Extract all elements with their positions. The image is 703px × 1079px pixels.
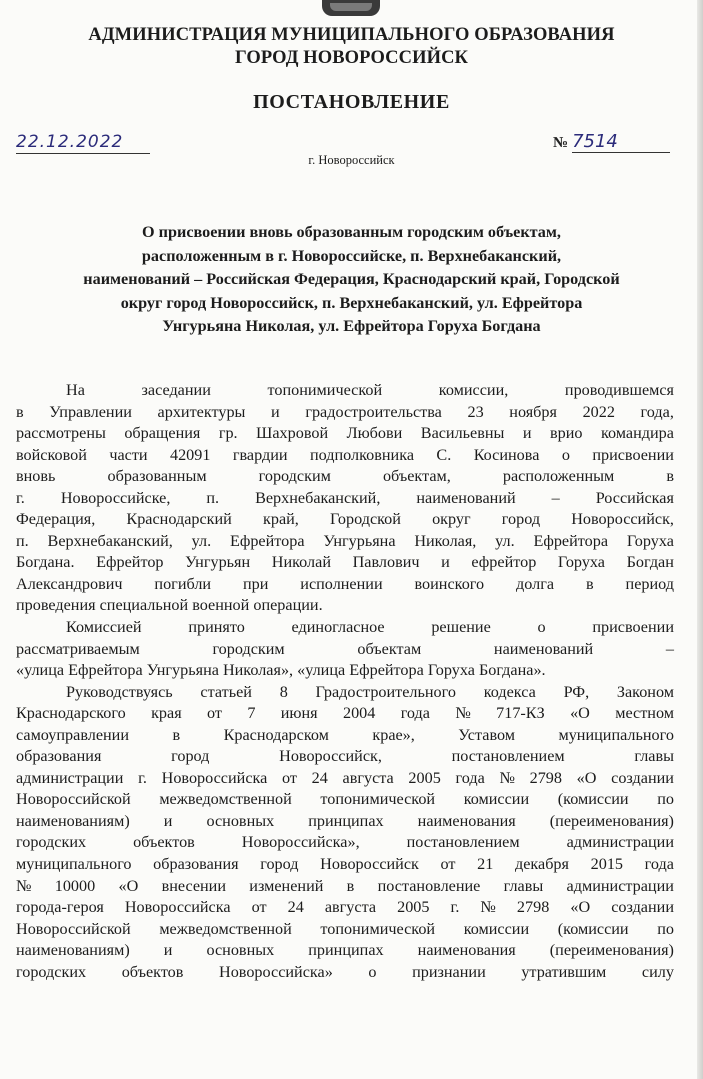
- body-word: –: [551, 488, 560, 507]
- body-word: 717-КЗ: [496, 704, 545, 723]
- body-word: Горуха: [626, 531, 674, 550]
- body-word: Александрович: [16, 574, 123, 593]
- body-line: [16, 746, 674, 768]
- body-word: объектам,: [382, 467, 451, 486]
- body-line: [16, 725, 674, 747]
- body-word: ноября: [509, 402, 557, 421]
- body-word: ефрейтор: [471, 553, 537, 572]
- body-word: от: [207, 704, 222, 723]
- body-word: принципах: [308, 811, 384, 830]
- document-type: ПОСТАНОВЛЕНИЕ: [253, 91, 450, 113]
- org-line-2: ГОРОД НОВОРОССИЙСК: [234, 48, 469, 68]
- body-word: и: [163, 811, 173, 830]
- body-word: г.: [450, 898, 460, 917]
- body-word: постановлением: [406, 833, 520, 852]
- body-word: «О: [570, 704, 590, 723]
- body-word: межведомственной: [159, 919, 292, 938]
- body-word: РФ,: [563, 682, 590, 701]
- body-word: Уставом: [458, 725, 515, 744]
- body-word: в: [666, 467, 674, 486]
- body-word: (переименования): [549, 811, 674, 830]
- body-word: градостроительства: [305, 402, 442, 421]
- body-word: внесении: [161, 876, 227, 895]
- body-line: [16, 445, 674, 467]
- body-word: принято: [188, 618, 245, 637]
- body-word: силу: [641, 962, 674, 981]
- body-word: Ефрейтор: [96, 553, 164, 572]
- body-word: комиссии,: [438, 381, 509, 399]
- body-line: [16, 919, 674, 941]
- body-word: 2798: [529, 768, 562, 787]
- body-word: Васильевны: [420, 424, 505, 443]
- body-word: объектов: [121, 962, 184, 981]
- body-word: статьей: [200, 682, 252, 701]
- body-word: №: [16, 876, 32, 895]
- body-word: от: [251, 898, 267, 917]
- org-line-1: АДМИНИСТРАЦИЯ МУНИЦИПАЛЬНОГО ОБРАЗОВАНИЯ: [88, 25, 615, 45]
- body-word: августа: [342, 768, 394, 787]
- body-word: городским: [258, 467, 331, 486]
- body-word: августа: [324, 898, 377, 917]
- body-word: Верхнебаканский,: [255, 488, 381, 507]
- body-word: от: [440, 855, 456, 874]
- body-word: межведомственной: [159, 790, 292, 809]
- body-word: основных: [206, 941, 275, 960]
- body-word: принципах: [308, 941, 384, 960]
- body-word: 24: [287, 898, 304, 917]
- body-word: в: [172, 725, 181, 744]
- document-city: г. Новороссийск: [308, 153, 395, 167]
- body-word: о: [537, 618, 546, 637]
- body-word: наименований: [416, 488, 516, 507]
- body-word: 21: [477, 855, 494, 874]
- body-word: город: [260, 855, 299, 874]
- body-word: округ: [432, 510, 471, 529]
- body-word: 2015: [590, 855, 623, 874]
- body-word: Краснодарском: [223, 725, 329, 744]
- organization-header: [0, 24, 703, 70]
- body-word: года: [400, 704, 430, 723]
- body-word: по: [657, 790, 674, 809]
- document-number: [553, 131, 670, 153]
- body-line: [16, 402, 674, 424]
- body-word: (комиссии: [557, 919, 629, 938]
- body-word: 10000: [54, 876, 96, 895]
- body-word: наименованиям): [16, 941, 130, 960]
- body-word: Косинова: [473, 445, 540, 464]
- body-word: постановление: [377, 876, 481, 895]
- body-word: создании: [611, 768, 674, 787]
- body-line: [16, 531, 674, 553]
- body-word: вновь: [16, 467, 56, 486]
- body-word: постановлением: [451, 747, 565, 766]
- body-word: Управлении: [49, 402, 132, 421]
- body-word: и: [271, 402, 280, 421]
- body-word: создании: [611, 898, 674, 917]
- body-line: [16, 962, 674, 984]
- body-word: 23: [467, 402, 484, 421]
- body-word: городским: [212, 639, 285, 658]
- body-word: крае»,: [372, 725, 415, 744]
- body-word: Горуха: [557, 553, 605, 572]
- body-word: Руководствуясь: [66, 682, 173, 701]
- body-word: 2004: [342, 704, 376, 723]
- body-word: 2005: [397, 898, 430, 917]
- body-word: №: [455, 704, 471, 723]
- body-line: [16, 488, 674, 510]
- body-line: [16, 380, 674, 402]
- body-line: [16, 574, 674, 596]
- body-line: [16, 682, 674, 704]
- body-word: Российская: [595, 488, 674, 507]
- body-word: заседании: [141, 381, 211, 399]
- body-word: июня: [280, 704, 318, 723]
- body-word: единогласное: [291, 618, 385, 637]
- body-word: –: [665, 639, 674, 658]
- body-word: 8: [279, 682, 288, 701]
- body-word: 2798: [516, 898, 550, 917]
- body-word: (комиссии: [557, 790, 629, 809]
- body-word: На: [66, 381, 85, 399]
- body-word: топонимической: [320, 919, 436, 938]
- body-line: [16, 703, 674, 725]
- body-line-text: проведения специальной военной операции.: [16, 596, 323, 615]
- body-word: период: [625, 574, 674, 593]
- body-word: г.: [16, 488, 25, 507]
- body-word: Новороссийска»: [219, 962, 333, 981]
- body-word: С.: [436, 445, 452, 464]
- subject-line: Унгурьяна Николая, ул. Ефрейтора Горуха Богдана: [162, 317, 541, 335]
- body-word: командира: [600, 424, 674, 443]
- body-word: Верхнебаканский,: [47, 531, 173, 550]
- page-edge: [697, 0, 703, 1079]
- body-word: администрации: [566, 876, 674, 895]
- body-word: утратившим: [521, 962, 607, 981]
- body-word: рассмотрены: [16, 424, 106, 443]
- body-word: 7: [247, 704, 256, 723]
- body-line: [16, 595, 674, 617]
- body-word: года: [455, 768, 485, 787]
- body-word: Новороссийск,: [279, 747, 382, 766]
- body-word: муниципального: [16, 855, 132, 874]
- body-word: от: [282, 768, 297, 787]
- body-word: №: [499, 768, 515, 787]
- body-word: Николая,: [414, 531, 477, 550]
- body-word: Шахровой: [256, 424, 329, 443]
- body-word: Павлович: [352, 553, 420, 572]
- body-word: ул.: [495, 531, 515, 550]
- body-word: п.: [206, 488, 220, 507]
- body-line-text: «улица Ефрейтора Унгурьяна Николая», «улица Ефрейтора Горуха Богдана».: [16, 661, 546, 680]
- body-word: года,: [640, 402, 674, 421]
- body-word: погибли: [154, 574, 212, 593]
- body-word: городских: [16, 962, 87, 981]
- body-word: топонимической: [267, 381, 383, 399]
- body-word: долга: [516, 574, 555, 593]
- body-word: 2005: [408, 768, 441, 787]
- body-word: исполнении: [300, 574, 383, 593]
- body-word: самоуправлении: [16, 725, 130, 744]
- subject-line: округ город Новороссийск, п. Верхнебаканский, ул. Ефрейтора: [120, 293, 583, 312]
- body-word: п.: [16, 531, 29, 550]
- body-line: [16, 811, 674, 833]
- body-word: городских: [16, 833, 87, 852]
- body-line: [16, 660, 674, 682]
- body-word: образования: [16, 747, 102, 766]
- body-word: основных: [206, 811, 275, 830]
- body-line: [16, 509, 674, 531]
- body-line: [16, 466, 674, 488]
- subject-line: О присвоении вновь образованным городским объектам,: [142, 223, 561, 241]
- body-word: Законом: [616, 682, 674, 701]
- body-line: [16, 639, 674, 661]
- body-word: Любови: [346, 424, 403, 443]
- subject-line: расположенным в г. Новороссийске, п. Верхнебаканский,: [141, 246, 562, 265]
- body-line: [16, 617, 674, 639]
- body-line: [16, 789, 674, 811]
- body-word: Градостроительного: [315, 682, 456, 701]
- body-word: Унгурьяна: [323, 531, 396, 550]
- body-word: Краснодарский: [126, 510, 232, 529]
- body-word: (переименования): [549, 941, 674, 960]
- body-word: изменений: [249, 876, 324, 895]
- body-word: Ефрейтора: [533, 531, 609, 550]
- body-word: Богдан: [626, 553, 674, 572]
- body-word: кодекса: [483, 682, 536, 701]
- body-word: администрации: [16, 768, 124, 787]
- body-word: края: [151, 704, 182, 723]
- body-word: администрации: [566, 833, 674, 852]
- body-word: наименования: [417, 811, 516, 830]
- body-word: Новороссийска»,: [241, 833, 360, 852]
- body-word: присвоении: [592, 445, 674, 464]
- body-word: врио: [550, 424, 583, 443]
- body-word: Богдана.: [16, 553, 75, 572]
- body-word: 24: [311, 768, 328, 787]
- body-word: наименования: [417, 941, 516, 960]
- body-word: по: [657, 919, 674, 938]
- body-word: рассматриваемым: [16, 639, 140, 658]
- body-word: комиссии: [463, 919, 530, 938]
- body-word: Новороссийска: [161, 768, 268, 787]
- body-word: Новороссийск,: [571, 510, 674, 529]
- body-word: край,: [262, 510, 299, 529]
- body-word: и: [441, 553, 450, 572]
- body-word: о: [368, 962, 377, 981]
- body-word: Комиссией: [66, 618, 142, 637]
- body-word: части: [109, 445, 148, 464]
- body-word: гвардии: [232, 445, 288, 464]
- body-word: Николай: [271, 553, 331, 572]
- body-word: города-героя: [16, 898, 104, 917]
- body-word: Новороссийской: [16, 790, 131, 809]
- body-word: Новороссийск: [320, 855, 419, 874]
- body-word: «О: [118, 876, 139, 895]
- body-line: [16, 897, 674, 919]
- body-word: Новороссийской: [16, 919, 131, 938]
- body-word: воинского: [414, 574, 485, 593]
- body-word: главы: [634, 747, 674, 766]
- body-word: объектов: [133, 833, 195, 852]
- body-word: топонимической: [320, 790, 436, 809]
- body-word: признании: [412, 962, 486, 981]
- body-word: местном: [615, 704, 674, 723]
- body-word: город: [501, 510, 541, 529]
- body-word: ул.: [191, 531, 212, 550]
- body-word: главы: [503, 876, 544, 895]
- body-line: [16, 423, 674, 445]
- body-word: при: [242, 574, 269, 593]
- body-word: в: [346, 876, 355, 895]
- body-word: проводившемся: [564, 381, 674, 399]
- body-word: Федерация,: [16, 510, 96, 529]
- body-word: Новороссийске,: [60, 488, 171, 507]
- body-word: наименований: [493, 639, 594, 658]
- body-word: образования: [153, 855, 239, 874]
- body-line: [16, 854, 674, 876]
- document-date: 22.12.2022: [16, 132, 150, 154]
- number-label: №: [553, 135, 569, 151]
- body-word: Унгурьян: [185, 553, 251, 572]
- body-word: Краснодарского: [16, 704, 126, 723]
- body-word: 42091: [169, 445, 211, 464]
- body-word: №: [480, 898, 496, 917]
- body-line: [16, 768, 674, 790]
- body-word: в: [585, 574, 594, 593]
- body-word: «О: [570, 898, 591, 917]
- document-subject: [0, 221, 703, 339]
- body-word: «О: [576, 768, 597, 787]
- body-word: образованным: [107, 467, 207, 486]
- document-body: [16, 380, 674, 983]
- body-word: в: [16, 402, 24, 421]
- body-line: [16, 832, 674, 854]
- number-value: 7514: [572, 131, 670, 153]
- body-word: расположенным: [502, 467, 615, 486]
- body-word: обращения: [124, 424, 201, 443]
- body-word: г.: [138, 768, 147, 787]
- body-word: Ефрейтора: [229, 531, 305, 550]
- body-word: решение: [431, 618, 491, 637]
- subject-line: наименований – Российская Федерация, Краснодарский край, Городской: [83, 270, 620, 288]
- body-word: присвоении: [592, 618, 674, 637]
- body-word: муниципального: [558, 725, 674, 744]
- body-line: [16, 940, 674, 962]
- body-word: Новороссийска: [124, 898, 231, 917]
- body-word: Городской: [329, 510, 401, 529]
- body-word: года: [644, 855, 674, 874]
- body-word: и: [163, 941, 173, 960]
- coat-of-arms-icon: [322, 0, 380, 16]
- body-word: декабря: [514, 855, 569, 874]
- body-word: и: [522, 424, 532, 443]
- body-word: наименованиям): [16, 811, 130, 830]
- body-line: [16, 552, 674, 574]
- body-word: войсковой: [16, 445, 87, 464]
- body-word: объектам: [357, 639, 422, 658]
- body-word: архитектуры: [157, 402, 246, 421]
- body-word: комиссии: [463, 790, 530, 809]
- body-word: город: [171, 747, 210, 766]
- body-word: о: [561, 445, 570, 464]
- body-line: [16, 876, 674, 898]
- body-word: подполковника: [309, 445, 415, 464]
- body-word: 2022: [582, 402, 615, 421]
- body-word: гр.: [218, 424, 238, 443]
